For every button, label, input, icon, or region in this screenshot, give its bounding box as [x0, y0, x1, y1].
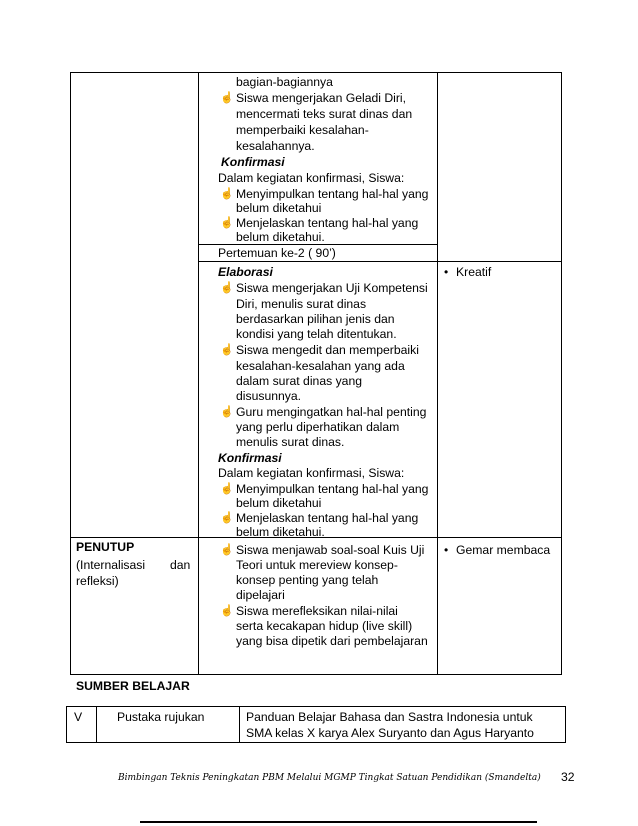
block2-bullet2-line2: kesalahan-kesalahan yang ada	[236, 359, 405, 373]
pointing-hand-icon: ☝	[220, 282, 234, 294]
block2-bullet3-line1: Guru mengingatkan hal-hal penting	[236, 405, 427, 419]
pertemuan-label: Pertemuan ke-2 ( 90’)	[218, 246, 336, 260]
penutup-sub3: refleksi)	[76, 574, 119, 588]
penutup-bullet1-line2: Teori untuk mereview konsep-	[236, 558, 398, 572]
block2-bullet1-line3: berdasarkan pilihan jenis dan	[236, 312, 395, 326]
block2-bullet4-line2: belum diketahui	[236, 496, 322, 510]
penutup-bullet1-line3: konsep penting yang telah	[236, 573, 379, 587]
penutup-title: PENUTUP	[76, 540, 135, 554]
character-bullet-icon: •	[444, 265, 449, 279]
pointing-hand-icon: ☝	[220, 188, 234, 200]
pointing-hand-icon: ☝	[220, 406, 234, 418]
penutup-bullet2-line1: Siswa merefleksikan nilai-nilai	[236, 604, 398, 618]
block2-bullet2-line3: dalam surat dinas yang	[236, 374, 363, 388]
footer-text: Bimbingan Teknis Peningkatan PBM Melalui MGMP Tingkat Satuan Pendidikan (Smandelta)	[118, 773, 541, 783]
block2-konfirmasi-intro: Dalam kegiatan konfirmasi, Siswa:	[218, 466, 405, 480]
block1-bullet1-line1: Siswa mengerjakan Geladi Diri,	[236, 91, 407, 105]
footer-rule	[140, 821, 537, 823]
block2-bullet4-line1: Menyimpulkan tentang hal-hal yang	[236, 482, 429, 496]
penutup-bullet1-line1: Siswa menjawab soal-soal Kuis Uji	[236, 543, 425, 557]
page-number: 32	[561, 770, 575, 784]
block2-bullet1-line2: Diri, menulis surat dinas	[236, 297, 367, 311]
block1-konfirmasi-intro: Dalam kegiatan konfirmasi, Siswa:	[218, 171, 405, 185]
penutup-bullet2-line2: serta kecakapan hidup (live skill)	[236, 619, 413, 633]
sumber-text-line1: Panduan Belajar Bahasa dan Sastra Indonesia untuk	[246, 710, 533, 724]
block1-bullet3-line1: Menjelaskan tentang hal-hal yang	[236, 216, 419, 230]
penutup-sub1: (Internalisasi	[76, 558, 146, 572]
block1-bullet1-line4: kesalahannya.	[236, 139, 315, 153]
penutup-bullet1-line4: dipelajari	[236, 588, 285, 602]
character-bullet-icon: •	[444, 543, 449, 557]
block1-continuation: bagian-bagiannya	[236, 75, 333, 89]
character-gemar-membaca: Gemar membaca	[456, 543, 551, 557]
sumber-text-line2: SMA kelas X karya Alex Suryanto dan Agus Haryanto	[246, 726, 534, 740]
pointing-hand-icon: ☝	[220, 483, 234, 495]
block1-bullet1-line2: mencermati teks surat dinas dan	[236, 107, 413, 121]
pointing-hand-icon: ☝	[220, 217, 234, 229]
block2-elaborasi-title: Elaborasi	[218, 265, 273, 279]
sumber-number: V	[74, 710, 83, 724]
block2-bullet1-line4: kondisi yang telah ditentukan.	[236, 327, 397, 341]
character-kreatif: Kreatif	[456, 265, 492, 279]
block2-bullet2-line1: Siswa mengedit dan memperbaiki	[236, 343, 419, 357]
block2-bullet3-line2: yang perlu diperhatikan dalam	[236, 420, 400, 434]
pointing-hand-icon: ☝	[220, 544, 234, 556]
block2-bullet5-line2: belum diketahui.	[236, 525, 325, 539]
pointing-hand-icon: ☝	[220, 512, 234, 524]
pointing-hand-icon: ☝	[220, 605, 234, 617]
block1-bullet2-line2: belum diketahui	[236, 201, 322, 215]
block2-bullet1-line1: Siswa mengerjakan Uji Kompetensi	[236, 281, 428, 295]
pointing-hand-icon: ☝	[220, 344, 234, 356]
block2-konfirmasi-title: Konfirmasi	[218, 451, 282, 465]
block2-bullet3-line3: menulis surat dinas.	[236, 435, 345, 449]
pointing-hand-icon: ☝	[220, 92, 234, 104]
block2-bullet5-line1: Menjelaskan tentang hal-hal yang	[236, 511, 419, 525]
block2-bullet2-line4: disusunnya.	[236, 389, 302, 403]
block1-bullet1-line3: memperbaiki kesalahan-	[236, 123, 369, 137]
block1-konfirmasi-title: Konfirmasi	[221, 155, 285, 169]
sumber-label: Pustaka rujukan	[117, 710, 205, 724]
penutup-sub2: dan	[170, 558, 191, 572]
penutup-bullet2-line3: yang bisa dipetik dari pembelajaran	[236, 634, 428, 648]
sumber-heading: SUMBER BELAJAR	[76, 679, 190, 693]
block1-bullet2-line1: Menyimpulkan tentang hal-hal yang	[236, 187, 429, 201]
block1-bullet3-line2: belum diketahui.	[236, 230, 325, 244]
